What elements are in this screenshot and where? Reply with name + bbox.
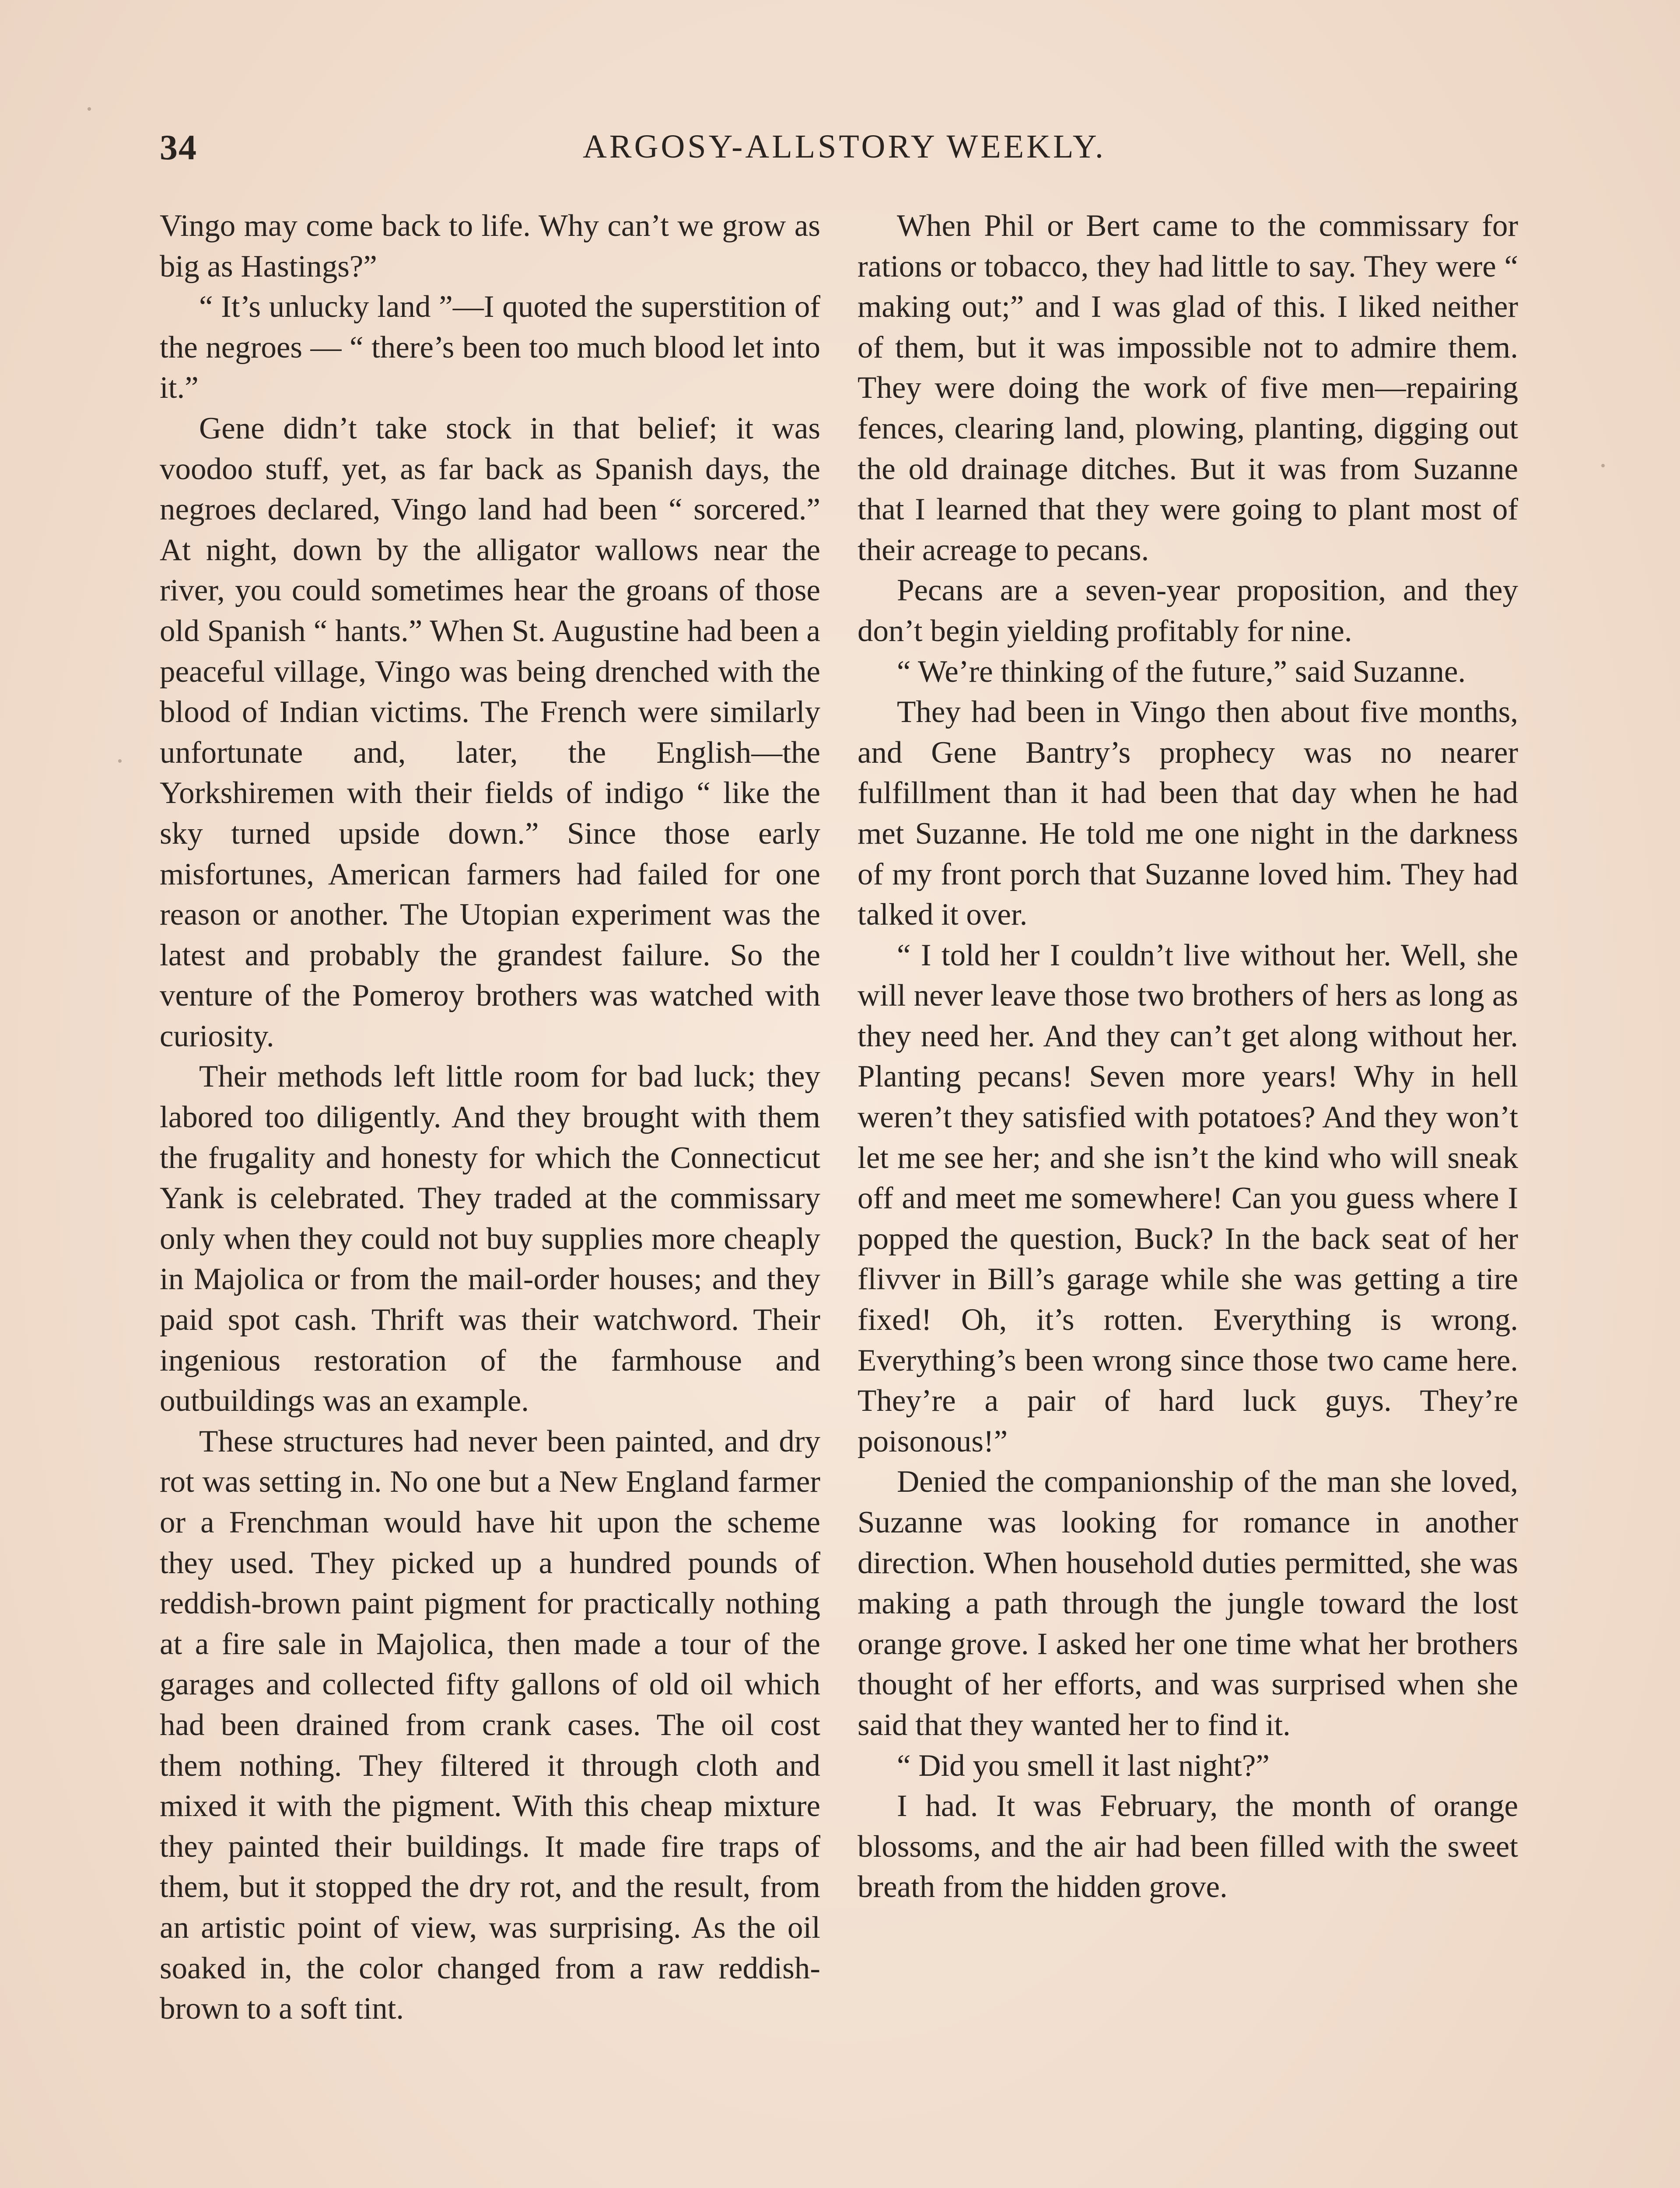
- page-number: 34: [160, 127, 197, 167]
- paragraph: They had been in Vingo then about five months, and Gene Bantry’s prophecy was no nearer fulfillment than it had been that day when he had met Suzanne. He told me one night in the darkness of my front porch that Suzanne loved him. They had talked it over.: [858, 695, 1518, 932]
- paragraph: When Phil or Bert came to the commissary for rations or tobacco, they had little to say. They were “ making out;” and I was glad of this. I liked neither of them, but it was impossible not to admire them. They were doing the work of five men—repairing fences, clearing land, plowing, planting, digging out the old drainage ditches. But it was from Suzanne that I learned that they were going to plant most of their acreage to pecans.: [858, 209, 1518, 567]
- paragraph: “ Did you smell it last night?”: [897, 1748, 1270, 1783]
- paragraph: Denied the companionship of the man she loved, Suzanne was looking for romance in another direction. When household duties permitted, she was making a path through the jungle toward the lost orange grove. I asked her one time what her brothers thought of her efforts, and was surprised when she said that they wanted her to find it.: [858, 1465, 1518, 1742]
- right-column: [858, 206, 1518, 1907]
- paragraph: These structures had never been painted, and dry rot was setting in. No one but a New England farmer or a Frenchman would have hit upon the scheme they used. They picked up a hundred pounds of reddish-brown paint pigment for practically nothing at a fire sale in Majolica, then made a tour of the garages and collected fifty gallons of old oil which had been drained from crank cases. The oil cost them nothing. They filtered it through cloth and mixed it with the pigment. With this cheap mixture they painted their buildings. It made fire traps of them, but it stopped the dry rot, and the result, from an artistic point of view, was surprising. As the oil soaked in, the color changed from a raw reddish-brown to a soft tint.: [160, 1424, 820, 2026]
- paragraph: Pecans are a seven-year proposition, and they don’t begin yielding profitably for nine.: [858, 573, 1518, 648]
- paper-speck: [88, 107, 91, 111]
- paper-speck: [1601, 464, 1605, 467]
- running-head: ARGOSY-ALLSTORY WEEKLY.: [583, 128, 1106, 165]
- paragraph: Gene didn’t take stock in that belief; it was voodoo stuff, yet, as far back as Spanish days, the negroes declared, Vingo land had been “ sorcered.” At night, down by the alligator wallows near the river, you could sometimes hear the groans of those old Spanish “ hants.” When St. Augustine had been a peaceful village, Vingo was being drenched with the blood of Indian victims. The French were similarly unfortunate and, later, the English—the Yorkshiremen with their fields of indigo “ like the sky turned upside down.” Since those early misfortunes, American farmers had failed for one reason or another. The Utopian experiment was the latest and probably the grandest failure. So the venture of the Pomeroy brothers was watched with curiosity.: [160, 411, 820, 1053]
- left-column: [160, 206, 820, 2029]
- paragraph: “ We’re thinking of the future,” said Suzanne.: [897, 654, 1466, 689]
- paragraph: Vingo may come back to life. Why can’t we grow as big as Hastings?”: [160, 209, 820, 284]
- paragraph: “ I told her I couldn’t live without her. Well, she will never leave those two brothers of hers as long as they need her. And they can’t get along without her. Planting pecans! Seven more years! Why in hell weren’t they satisfied with potatoes? And they won’t let me see her; and she isn’t the kind who will sneak off and meet me somewhere! Can you guess where I popped the question, Buck? In the back seat of her flivver in Bill’s garage while she was getting a tire fixed! Oh, it’s rotten. Everything is wrong. Everything’s been wrong since those two came here. They’re a pair of hard luck guys. They’re poisonous!”: [858, 938, 1518, 1459]
- paragraph: Their methods left little room for bad luck; they labored too diligently. And they brought with them the frugality and honesty for which the Connecticut Yank is celebrated. They traded at the commissary only when they could not buy supplies more cheaply in Majolica or from the mail-order houses; and they paid spot cash. Thrift was their watchword. Their ingenious restoration of the farmhouse and outbuildings was an example.: [160, 1059, 820, 1418]
- paragraph: “ It’s unlucky land ”—I quoted the superstition of the negroes — “ there’s been too much blood let into it.”: [160, 290, 820, 405]
- paragraph: I had. It was February, the month of orange blossoms, and the air had been filled with the sweet breath from the hidden grove.: [858, 1789, 1518, 1904]
- paper-speck: [118, 759, 122, 763]
